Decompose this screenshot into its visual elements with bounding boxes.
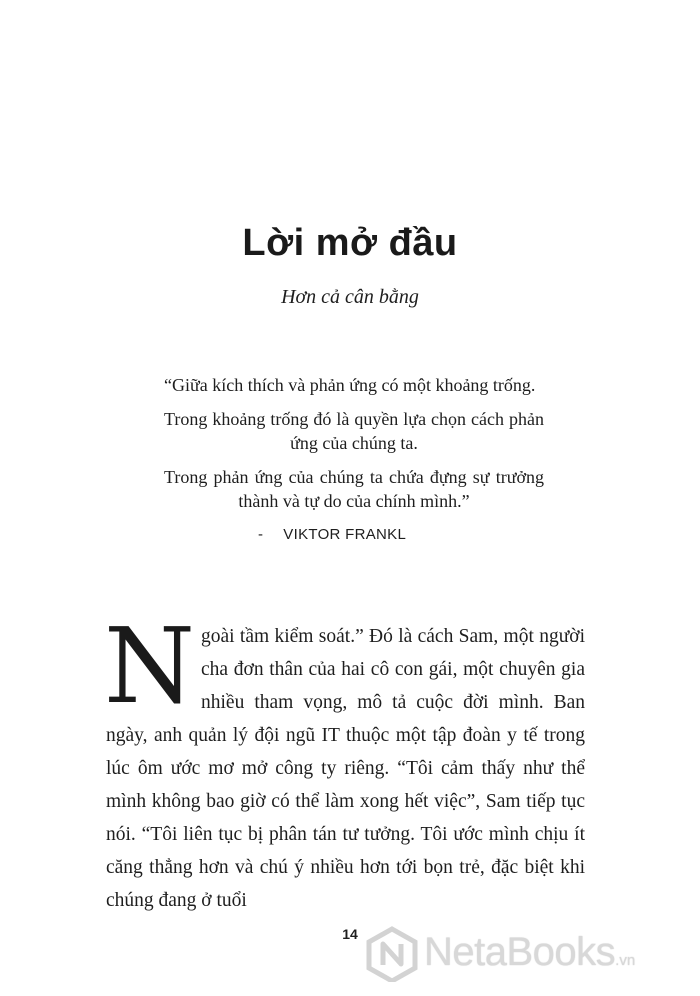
epigraph-line: Trong phản ứng của chúng ta chứa đựng sự trưởng thành và tự do của chính mình.”: [164, 467, 544, 511]
epigraph-attribution: [258, 526, 406, 543]
page-number: 14: [342, 926, 358, 942]
body-text: goài tầm kiểm soát.” Đó là cách Sam, một người cha đơn thân của hai cô con gái, một chuyên gia nhiều tham vọng, mô tả cuộc đời mình. Ban ngày, anh quản lý đội ngũ IT thuộc một tập đoàn y tế trong lúc ôm ước mơ mở công ty riêng. “Tôi cảm thấy như thể mình không bao giờ có thể làm xong hết việc”, Sam tiếp tục nói. “Tôi liên tục bị phân tán tư tưởng. Tôi ước mình chịu ít căng thẳng hơn và chú ý nhiều hơn tới bọn trẻ, đặc biệt khi chúng đang ở tuổi: [106, 626, 585, 911]
chapter-subtitle: Hơn cả cân bằng: [281, 286, 419, 308]
netabooks-logo-icon: [364, 926, 420, 982]
epigraph-line: “Giữa kích thích và phản ứng có một khoảng trống.: [164, 375, 536, 395]
attribution-author: VIKTOR FRANKL: [283, 526, 407, 543]
chapter-title: Lời mở đầu: [242, 222, 458, 264]
watermark-brand: [424, 930, 635, 975]
watermark: [364, 926, 694, 982]
epigraph-line: Trong khoảng trống đó là quyền lựa chọn cách phản ứng của chúng ta.: [164, 409, 544, 453]
drop-cap: N: [104, 605, 195, 727]
watermark-brand-suffix: .vn: [615, 952, 636, 969]
epigraph: [164, 373, 544, 523]
watermark-brand-name: NetaBooks: [424, 930, 616, 974]
body-paragraph: [104, 605, 585, 917]
attribution-dash: -: [258, 526, 264, 543]
